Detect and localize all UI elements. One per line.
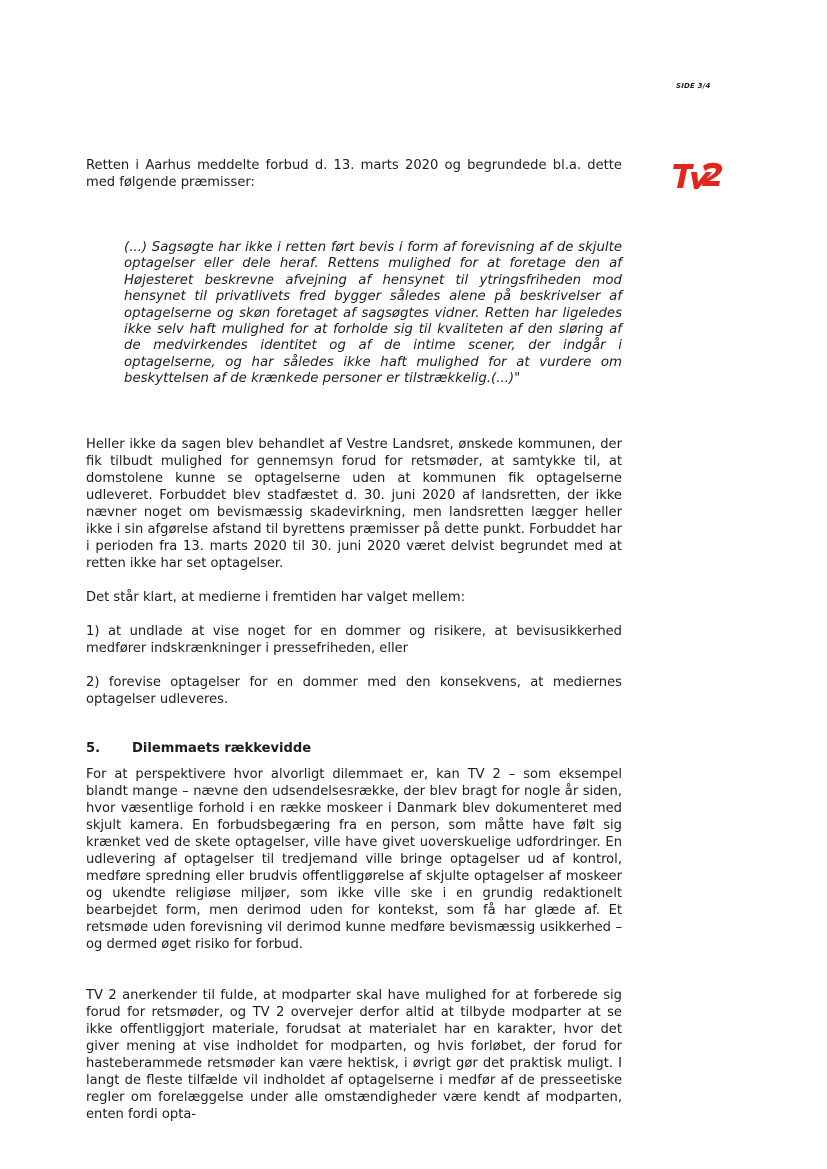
section-title: Dilemmaets rækkevidde (132, 740, 312, 756)
court-quote: (...) Sagsøgte har ikke i retten ført bevis i form af forevisning af de skjulte optagelser eller dele heraf. Rettens mulighed for at foretage den af Højesteret beskrevne afvejning af hensynet til ytringsfriheden mod hensynet til privatlivets fred bygger således alene på beskrivelser af optagelserne og skøn foretaget af sagsøgtes vidner. Retten har ligeledes ikke selv haft mulighed for at forholde sig til kvaliteten af den sløring af de medvirkendes identitet og af de intime scener, der indgår i optagelserne, og har således ikke haft mulighed for at vurdere om beskyttelsen af de krænkede personer er tilstrækkelig.(...)" (124, 240, 622, 387)
section-heading (86, 740, 622, 757)
tv2-paragraph: TV 2 anerkender til fulde, at modparter skal have mulighed for at forberede sig forud for retsmøder, og TV 2 overvejer derfor altid at tilbyde modparter at se ikke offentliggjort materiale, forudsat at materialet har en karakter, hvor det giver mening at vise indholdet for modparten, og hvis forløbet, der forud for hasteberammede retsmøder kan være hektisk, i øvrigt gør det praktisk muligt. I langt de fleste tilfælde vil indholdet af optagelserne i medfør af de presseetiske regler om forelæggelse under alle omstændigheder være kendt af modparten, enten fordi opta- (86, 987, 622, 1122)
section-number: 5. (86, 740, 101, 756)
intro-paragraph: Retten i Aarhus meddelte forbud d. 13. marts 2020 og begrundede bl.a. dette med følgende præmisser: (86, 158, 622, 190)
letter-body (86, 157, 622, 1123)
tv2-logo (672, 160, 724, 192)
option-two: 2) forevise optagelser for en dommer med den konsekvens, at mediernes optagelser udleveres. (86, 674, 622, 707)
perspective-paragraph: For at perspektivere hvor alvorligt dilemmaet er, kan TV 2 – som eksempel blandt mange – nævne den udsendelsesrække, der blev bragt for nogle år siden, hvor væsentlige forhold i en række moskeer i Danmark blev dokumenteret med skjult kamera. En forbudsbegæring fra en person, som måtte have følt sig krænket ved de skete optagelser, ville have givet uoverskuelige udfordringer. En udlevering af optagelser til tredjemand ville bringe optagelser ud af kontrol, medføre spredning eller brudvis offentliggørelse af skjulte optagelser af moskeer og ukendte religiøse miljøer, som ikke ville ske i en grundig redaktionelt bearbejdet form, men derimod uden for kontekst, som få har glæde af. Et retsmøde uden forevisning vil derimod kunne medføre bevismæssig usikkerhed – og dermed øget risiko for forbud. (86, 766, 622, 952)
choice-paragraph: Det står klart, at medierne i fremtiden har valget mellem: (86, 589, 466, 605)
tv2-logo-icon (672, 160, 724, 192)
landsret-paragraph: Heller ikke da sagen blev behandlet af Vestre Landsret, ønskede kommunen, der fik tilbudt mulighed for gennemsyn forud for retsmøder, at samtykke til, at domstolene kunne se optagelserne uden at kommunen fik optagelserne udleveret. Forbuddet blev stadfæstet d. 30. juni 2020 af landsretten, der ikke nævner noget om bevismæssig skadevirkning, men landsretten lægger heller ikke i sin afgørelse afstand til byrettens præmisser på dette punkt. Forbuddet har i perioden fra 13. marts 2020 til 30. juni 2020 været delvist begrundet med at retten ikke har set optagelser. (86, 436, 622, 571)
option-one: 1) at undlade at vise noget for en dommer og risikere, at bevisusikkerhed medfører indskrænkninger i pressefriheden, eller (86, 623, 622, 656)
page-number: SIDE 3/4 (676, 82, 711, 90)
